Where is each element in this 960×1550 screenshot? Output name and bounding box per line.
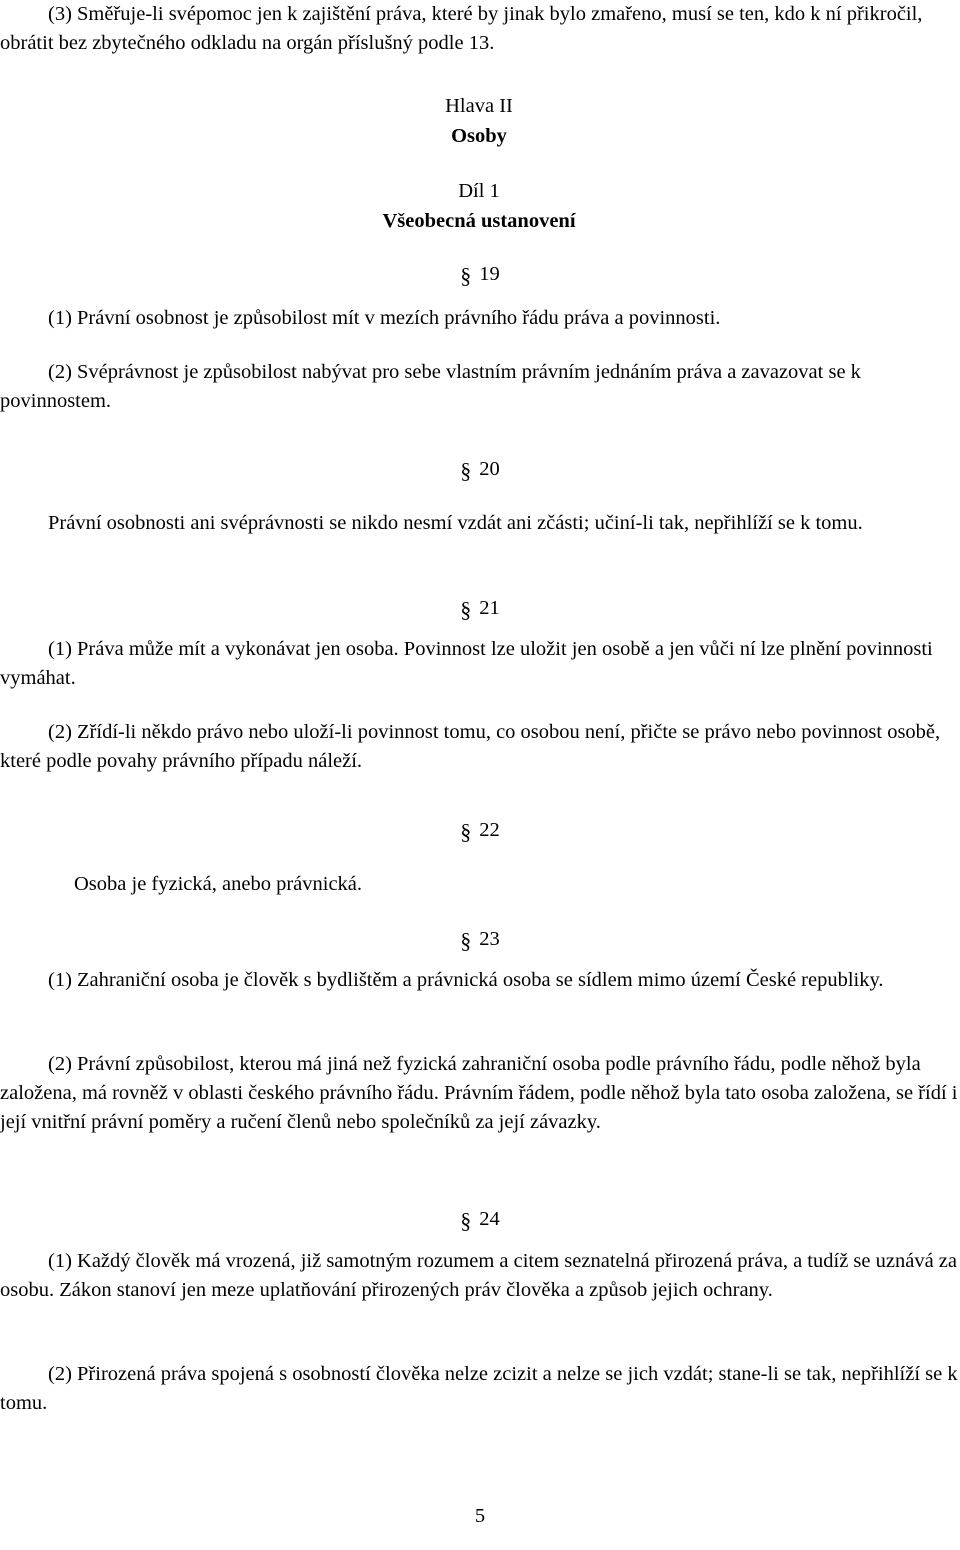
paragraph-21-2: (2) Zřídí-li někdo právo nebo uloží-li povinnost tomu, co osobou není, přičte se právo nebo povinnost osobě, které podle povahy právního případu náleží. [0, 721, 941, 772]
heading-dil-title: Všeobecná ustanovení [382, 210, 576, 232]
section-23 [0, 925, 960, 955]
heading-hlava-title: Osoby [451, 125, 507, 147]
paragraph-intro: (3) Směřuje-li svépomoc jen k zajištění práva, které by jinak bylo zmařeno, musí se ten, kdo k ní přikročil, obrátit bez zbytečného odkladu na orgán příslušný podle 13. [0, 3, 923, 54]
section-19 [0, 260, 960, 290]
section-24 [0, 1205, 960, 1235]
section-number: 22 [479, 819, 500, 841]
paragraph-22: Osoba je fyzická, anebo právnická. [74, 873, 363, 895]
section-sign-icon: § [460, 263, 472, 288]
paragraph-19-2: (2) Svéprávnost je způsobilost nabývat pro sebe vlastním právním jednáním práva a zavazovat se k povinnostem. [0, 361, 861, 412]
section-number: 24 [479, 1208, 500, 1230]
section-sign-icon: § [460, 458, 472, 483]
heading-hlava: Hlava II [445, 95, 513, 117]
heading-dil: Díl 1 [458, 180, 500, 202]
paragraph-24-1: (1) Každý člověk má vrozená, již samotným rozumem a citem seznatelná přirozená práva, a tudíž se uznává za osobu. Zákon stanoví jen meze uplatňování přirozených práv člověka a způsob jejich ochrany. [0, 1250, 957, 1301]
section-sign-icon: § [460, 928, 472, 953]
section-number: 21 [479, 597, 500, 619]
section-21 [0, 594, 960, 624]
section-22 [0, 816, 960, 846]
paragraph-24-2: (2) Přirozená práva spojená s osobností člověka nelze zcizit a nelze se jich vzdát; stane-li se tak, nepřihlíží se k tomu. [0, 1363, 958, 1414]
paragraph-23-2: (2) Právní způsobilost, kterou má jiná než fyzická zahraniční osoba podle právního řádu, podle něhož byla založena, má rovněž v oblasti českého právního řádu. Právním řádem, podle něhož byla tato osoba založena, se řídí i její vnitřní právní poměry a ručení členů nebo společníků za její závazky. [0, 1053, 958, 1133]
page-number: 5 [474, 1505, 486, 1527]
paragraph-20: Právní osobnosti ani svéprávnosti se nikdo nesmí vzdát ani zčásti; učiní-li tak, nepřihlíží se k tomu. [48, 512, 863, 534]
section-number: 20 [479, 458, 500, 480]
paragraph-23-1: (1) Zahraniční osoba je člověk s bydlištěm a právnická osoba se sídlem mimo území České republiky. [48, 969, 884, 991]
section-number: 23 [479, 928, 500, 950]
section-sign-icon: § [460, 819, 472, 844]
section-number: 19 [479, 263, 500, 285]
paragraph-21-1: (1) Práva může mít a vykonávat jen osoba. Povinnost lze uložit jen osobě a jen vůči ní lze plnění povinnosti vymáhat. [0, 638, 933, 689]
section-sign-icon: § [460, 1208, 472, 1233]
section-sign-icon: § [460, 597, 472, 622]
section-20 [0, 455, 960, 485]
paragraph-19-1: (1) Právní osobnost je způsobilost mít v mezích právního řádu práva a povinnosti. [48, 307, 721, 329]
